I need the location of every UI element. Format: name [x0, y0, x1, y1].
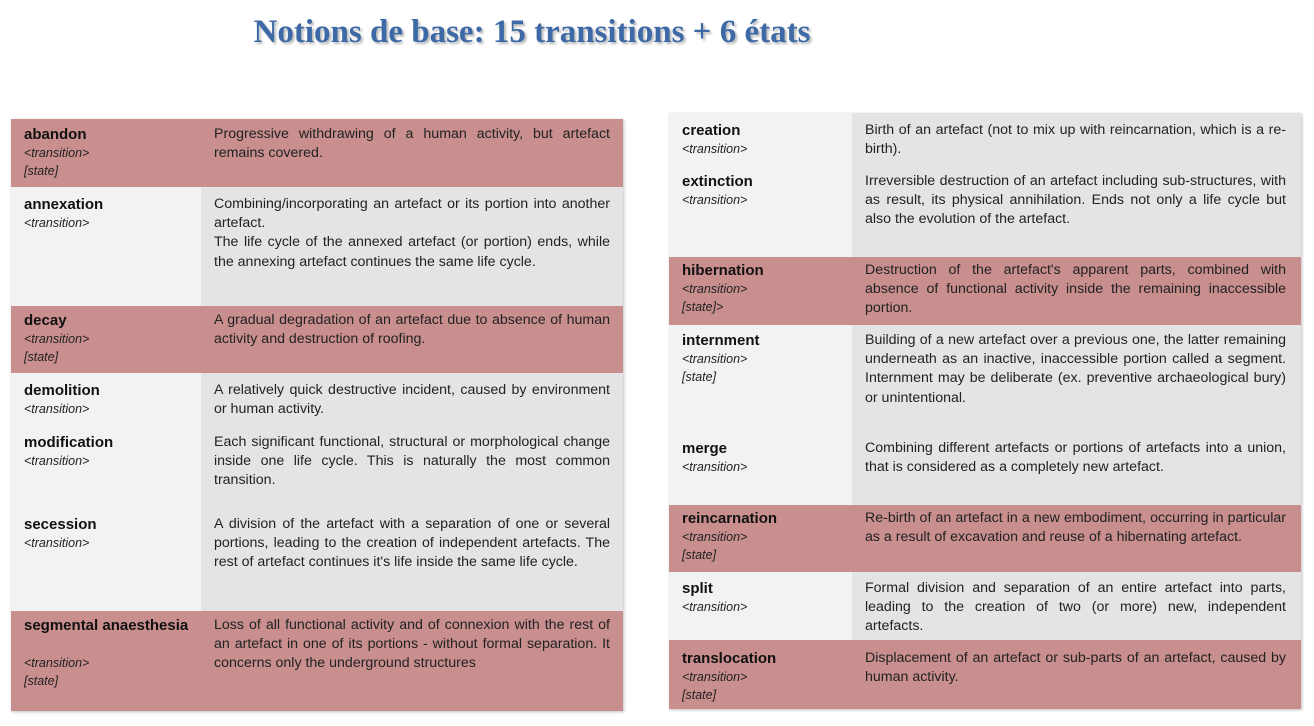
term-description: A relatively quick destructive incident, caused by environment or human activity.	[214, 382, 610, 418]
term-label: abandon	[24, 126, 87, 143]
table-row-group	[669, 113, 1301, 257]
table-row	[11, 187, 623, 306]
tag-state: [state]	[682, 548, 717, 562]
table-row	[669, 640, 1301, 709]
term-description: Combining different artefacts or portions of artefacts into a union, that is considered as a completely new artefact.	[865, 440, 1286, 476]
term-label: merge	[682, 440, 728, 457]
term-tags	[682, 598, 747, 616]
term-description: A gradual degradation of an artefact due to absence of human activity and destruction of roofing.	[214, 312, 610, 348]
term-label: reincarnation	[682, 510, 778, 527]
tag-state: [state]	[682, 370, 717, 384]
term-tags	[682, 668, 747, 704]
term-description: Destruction of the artefact's apparent parts, combined with absence of functional activity inside the remaining inaccessible portion.	[865, 262, 1286, 317]
term-description: Displacement of an artefact or sub-parts of an artefact, caused by human activity.	[865, 650, 1286, 686]
term-description: Each significant functional, structural or morphological change inside one life cycle. This is naturally the most common transition.	[214, 434, 610, 489]
term-description: Building of a new artefact over a previous one, the latter remaining underneath as an inactive, inaccessible portion called a segment. Internment may be deliberate (ex. preventive archaeological bury) or unintentional.	[865, 332, 1286, 406]
term-tags	[682, 458, 747, 476]
term-description: Formal division and separation of an entire artefact into parts, leading to the creation of two (or more) new, independent artefacts.	[865, 580, 1286, 635]
term-tags	[24, 330, 89, 366]
table-row	[11, 611, 623, 711]
term-label: hibernation	[682, 262, 764, 279]
term-tags	[24, 400, 89, 418]
tag-transition: <transition>	[24, 536, 90, 550]
term-label: split	[682, 580, 713, 597]
term-label: decay	[24, 312, 67, 329]
term-tags	[24, 534, 89, 552]
term-tags	[682, 350, 747, 386]
tag-transition: <transition>	[682, 193, 748, 207]
term-description: Loss of all functional activity and of connexion with the rest of an artefact in one of its portions - without formal separation. It concerns only the underground structures	[214, 617, 610, 672]
tag-transition: <transition>	[682, 142, 748, 156]
table-row	[11, 119, 623, 187]
tag-transition: <transition>	[24, 146, 90, 160]
term-label: extinction	[682, 173, 753, 190]
tag-transition: <transition>	[24, 216, 90, 230]
term-label: translocation	[682, 650, 777, 667]
tag-transition: <transition>	[24, 332, 90, 346]
tag-state: [state]	[24, 350, 59, 364]
tag-transition: <transition>	[682, 670, 748, 684]
tag-state: [state]	[24, 674, 59, 688]
term-tags	[24, 452, 89, 470]
tag-transition: <transition>	[682, 282, 748, 296]
term-tags	[24, 144, 89, 180]
tag-transition: <transition>	[24, 402, 90, 416]
tag-transition: <transition>	[682, 600, 748, 614]
term-label: creation	[682, 122, 741, 139]
term-description: Combining/incorporating an artefact or its portion into another artefact. The life cycle of the annexed artefact (or portion) ends, while the annexing artefact continues the same life cycle.	[214, 196, 610, 270]
term-tags	[682, 528, 747, 564]
table-row	[669, 572, 1301, 640]
tag-transition: <transition>	[682, 352, 748, 366]
term-description: Irreversible destruction of an artefact including sub-structures, with as result, its physical annihilation. Ends not only a life cycle but also the evolution of the artefact.	[865, 173, 1286, 228]
left-definitions-table	[11, 119, 623, 711]
tag-state: [state]>	[682, 300, 724, 314]
tag-transition: <transition>	[24, 656, 90, 670]
table-row	[669, 257, 1301, 325]
term-tags	[682, 280, 747, 316]
right-definitions-table	[669, 113, 1301, 709]
term-description: Progressive withdrawing of a human activity, but artefact remains covered.	[214, 126, 610, 162]
tag-state: [state]	[682, 688, 717, 702]
table-row	[11, 306, 623, 373]
term-label: demolition	[24, 382, 100, 399]
term-label: secession	[24, 516, 97, 533]
term-tags	[682, 140, 747, 158]
term-tags	[24, 214, 89, 232]
term-tags	[682, 191, 747, 209]
tag-state: [state]	[24, 164, 59, 178]
tag-transition: <transition>	[682, 460, 748, 474]
term-description: Birth of an artefact (not to mix up with reincarnation, which is a re-birth).	[865, 122, 1286, 158]
term-label: modification	[24, 434, 114, 451]
table-row	[669, 505, 1301, 572]
tag-transition: <transition>	[24, 454, 90, 468]
tag-transition: <transition>	[682, 530, 748, 544]
term-label: internment	[682, 332, 760, 349]
page-title: Notions de base: 15 transitions + 6 états	[253, 14, 811, 50]
term-label: segmental anaesthesia	[24, 617, 189, 634]
term-tags	[24, 654, 89, 690]
term-description: A division of the artefact with a separation of one or several portions, leading to the creation of independent artefacts. The rest of artefact continues it's life inside the same life cycle.	[214, 516, 610, 571]
table-row-group	[669, 325, 1301, 505]
table-row-group	[11, 373, 623, 611]
term-label: annexation	[24, 196, 104, 213]
term-description: Re-birth of an artefact in a new embodiment, occurring in particular as a result of excavation and reuse of a hibernating artefact.	[865, 510, 1286, 546]
